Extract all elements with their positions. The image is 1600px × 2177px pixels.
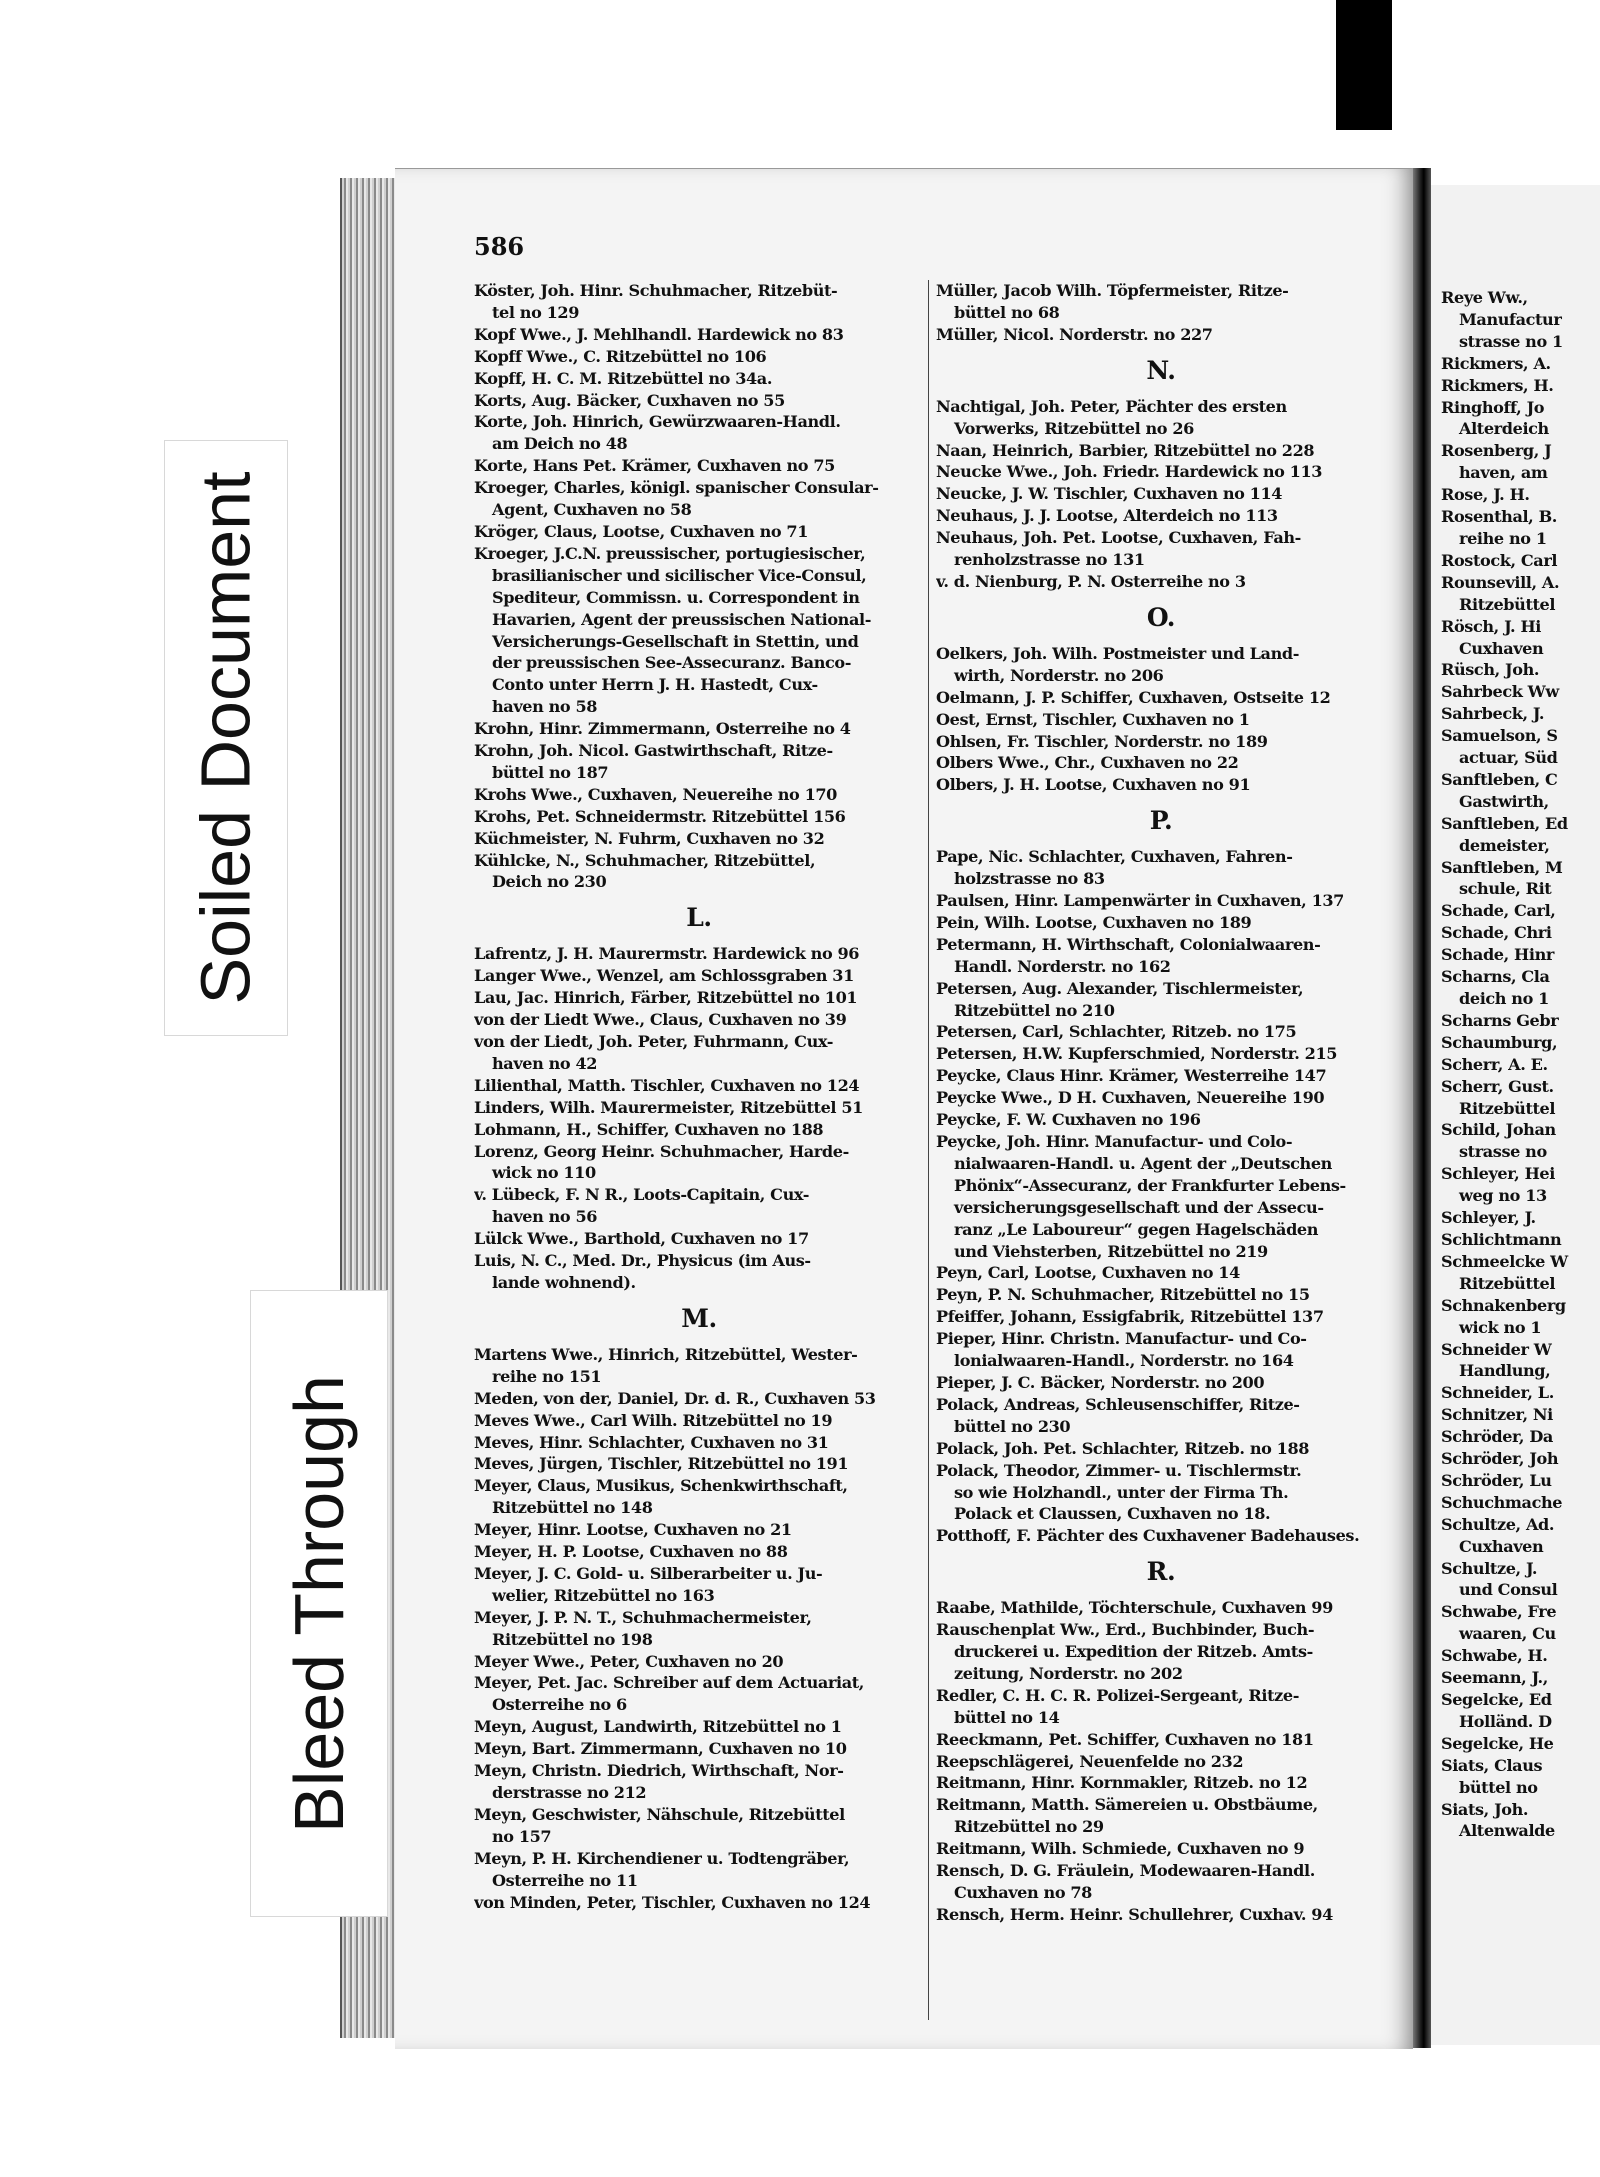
directory-entry: Paulsen, Hinr. Lampenwärter in Cuxhaven, 137 (936, 891, 1344, 911)
entry-continuation: wick no 1 (1459, 1317, 1542, 1337)
entry-continuation: Ritzebüttel (1459, 1098, 1556, 1118)
scan-black-bar (1336, 0, 1392, 130)
directory-entry: Reitmann, Matth. Sämereien u. Obstbäume, (936, 1795, 1318, 1815)
directory-entry: Krohn, Joh. Nicol. Gastwirthschaft, Ritze- (474, 741, 833, 761)
directory-entry: Sanftleben, M (1441, 857, 1563, 877)
directory-entry: Köster, Joh. Hinr. Schuhmacher, Ritzebüt- (474, 281, 838, 300)
entry-continuation: reihe no 1 (1459, 528, 1547, 548)
directory-entry: Meyn, August, Landwirth, Ritzebüttel no 1 (474, 1717, 842, 1737)
directory-entry: Pieper, J. C. Bäcker, Norderstr. no 200 (936, 1372, 1265, 1392)
entry-continuation: am Deich no 48 (492, 434, 628, 454)
directory-entry: Meyn, Christn. Diedrich, Wirthschaft, Nor- (474, 1761, 844, 1781)
directory-entry: Scherr, A. E. (1441, 1054, 1548, 1074)
entry-continuation: haven no 42 (492, 1053, 598, 1073)
entry-continuation: lonialwaaren-Handl., Norderstr. no 164 (954, 1351, 1294, 1371)
entry-continuation: brasilianischer und sicilischer Vice-Consul, (492, 565, 867, 585)
directory-entry: Pfeiffer, Johann, Essigfabrik, Ritzebüttel 137 (936, 1307, 1324, 1327)
entry-continuation: Spediteur, Commissn. u. Correspondent in (492, 587, 860, 607)
column-divider (928, 280, 929, 2020)
directory-entry: Schade, Chri (1441, 923, 1552, 943)
directory-entry: Polack, Theodor, Zimmer- u. Tischlermstr. (936, 1460, 1302, 1480)
directory-entry: Kühlcke, N., Schuhmacher, Ritzebüttel, (474, 850, 816, 870)
entry-continuation: actuar, Süd (1459, 748, 1558, 768)
facing-page (1431, 185, 1600, 2045)
directory-entry: Oelmann, J. P. Schiffer, Cuxhaven, Ostseite 12 (936, 687, 1331, 707)
entry-continuation: Alterdeich (1459, 419, 1549, 439)
directory-entry: Scherr, Gust. (1441, 1076, 1554, 1096)
directory-entry: Meyer, J. C. Gold- u. Silberarbeiter u. Ju- (474, 1563, 823, 1583)
directory-entry: Rensch, Herm. Heinr. Schullehrer, Cuxhav. 94 (936, 1904, 1333, 1924)
directory-entry: Schlichtmann (1441, 1229, 1562, 1249)
directory-entry: Reye Ww., (1441, 288, 1528, 307)
entry-continuation: Osterreihe no 11 (492, 1870, 638, 1890)
entry-continuation: Ritzebüttel (1459, 594, 1556, 614)
directory-entry: Rose, J. H. (1441, 485, 1530, 505)
entry-continuation: Deich no 230 (492, 872, 607, 892)
directory-entry: von der Liedt Wwe., Claus, Cuxhaven no 39 (474, 1010, 847, 1030)
directory-entry: Meves, Jürgen, Tischler, Ritzebüttel no 191 (474, 1454, 849, 1474)
directory-entry: Meyer, J. P. N. T., Schuhmachermeister, (474, 1607, 812, 1627)
entry-continuation: weg no 13 (1459, 1186, 1547, 1206)
entry-continuation: Havarien, Agent der preussischen National- (492, 609, 871, 629)
entry-continuation: Versicherungs-Gesellschaft in Stettin, und (492, 631, 859, 651)
directory-entry: Langer Wwe., Wenzel, am Schlossgraben 31 (474, 966, 854, 986)
directory-entry: Olbers, J. H. Lootse, Cuxhaven no 91 (936, 775, 1251, 795)
directory-entry: Lilienthal, Matth. Tischler, Cuxhaven no 124 (474, 1075, 860, 1095)
directory-entry: Meden, von der, Daniel, Dr. d. R., Cuxhaven 53 (474, 1388, 876, 1408)
directory-entry: Potthoff, F. Pächter des Cuxhavener Badehauses. (936, 1526, 1360, 1546)
directory-entry: Rösch, J. Hi (1441, 616, 1541, 636)
entry-continuation: ranz „Le Laboureur“ gegen Hagelschäden (954, 1219, 1319, 1239)
entry-continuation: büttel no (1459, 1777, 1538, 1797)
directory-entry: Kopff Wwe., C. Ritzebüttel no 106 (474, 346, 767, 366)
directory-entry: Samuelson, S (1441, 726, 1558, 746)
directory-entry: von Minden, Peter, Tischler, Cuxhaven no 124 (474, 1892, 871, 1912)
entry-continuation: reihe no 151 (492, 1366, 602, 1386)
entry-continuation: Cuxhaven (1459, 638, 1544, 658)
directory-entry: Korts, Aug. Bäcker, Cuxhaven no 55 (474, 390, 785, 410)
directory-entry: Scharns Gebr (1441, 1010, 1559, 1030)
directory-entry: Schnakenberg (1441, 1295, 1566, 1315)
directory-entry: Meves Wwe., Carl Wilh. Ritzebüttel no 19 (474, 1410, 833, 1430)
directory-entry: Pieper, Hinr. Christn. Manufactur- und Co- (936, 1329, 1307, 1349)
entry-continuation: Cuxhaven no 78 (954, 1883, 1092, 1902)
directory-entry: Lafrentz, J. H. Maurermstr. Hardewick no 96 (474, 944, 860, 964)
section-heading: P. (1149, 806, 1173, 836)
directory-entry: Peycke, Claus Hinr. Krämer, Westerreihe 147 (936, 1066, 1327, 1086)
directory-entry: Siats, Joh. (1441, 1799, 1529, 1819)
section-heading: O. (1146, 602, 1176, 632)
entry-continuation: und Consul (1459, 1580, 1558, 1600)
entry-continuation: Ritzebüttel (1459, 1273, 1556, 1293)
directory-entry: Reepschlägerei, Neuenfelde no 232 (936, 1751, 1244, 1771)
directory-entry: Scharns, Cla (1441, 967, 1550, 987)
directory-entry: Kroeger, J.C.N. preussischer, portugiesischer, (474, 543, 866, 563)
page-number: 586 (474, 232, 525, 261)
section-heading: N. (1146, 355, 1176, 385)
directory-entry: Rauschenplat Ww., Erd., Buchbinder, Buch- (936, 1620, 1315, 1640)
entry-continuation: Ritzebüttel no 210 (954, 1000, 1115, 1020)
directory-entry: Rosenthal, B. (1441, 507, 1557, 527)
directory-entry: Rounsevill, A. (1441, 572, 1560, 592)
entry-continuation: no 157 (492, 1826, 552, 1846)
directory-entry: Reitmann, Hinr. Kornmakler, Ritzeb. no 12 (936, 1773, 1308, 1793)
entry-continuation: Osterreihe no 6 (492, 1695, 627, 1715)
directory-entry: Schröder, Da (1441, 1427, 1553, 1447)
directory-entry: Müller, Jacob Wilh. Töpfermeister, Ritze- (936, 281, 1289, 300)
directory-entry: Ohlsen, Fr. Tischler, Norderstr. no 189 (936, 731, 1268, 751)
entry-continuation: zeitung, Norderstr. no 202 (954, 1663, 1183, 1683)
directory-entry: Meyer Wwe., Peter, Cuxhaven no 20 (474, 1651, 784, 1671)
directory-entry: Reitmann, Wilh. Schmiede, Cuxhaven no 9 (936, 1839, 1305, 1859)
directory-entry: Martens Wwe., Hinrich, Ritzebüttel, Wester- (474, 1344, 858, 1364)
directory-entry: Neucke, J. W. Tischler, Cuxhaven no 114 (936, 484, 1283, 504)
entry-continuation: wirth, Norderstr. no 206 (954, 665, 1164, 685)
directory-entry: Neucke Wwe., Joh. Friedr. Hardewick no 113 (936, 462, 1323, 482)
directory-entry: Rickmers, A. (1441, 353, 1551, 373)
entry-continuation: welier, Ritzebüttel no 163 (492, 1585, 715, 1605)
left-column (474, 280, 924, 1913)
directory-entry: Oest, Ernst, Tischler, Cuxhaven no 1 (936, 709, 1250, 729)
directory-entry: Rosenberg, J (1441, 441, 1552, 461)
entry-continuation: tel no 129 (492, 302, 580, 322)
directory-entry: Schnitzer, Ni (1441, 1405, 1553, 1425)
directory-entry: Korte, Hans Pet. Krämer, Cuxhaven no 75 (474, 456, 835, 476)
directory-entry: Schwabe, H. (1441, 1646, 1548, 1666)
entry-continuation: wick no 110 (492, 1163, 596, 1183)
bleed-through-label-text: Bleed Through (280, 1374, 359, 1833)
directory-entry: Peycke Wwe., D H. Cuxhaven, Neuereihe 190 (936, 1088, 1325, 1108)
directory-entry: Schuchmache (1441, 1492, 1563, 1512)
entry-continuation: und Viehsterben, Ritzebüttel no 219 (954, 1241, 1268, 1261)
directory-entry: von der Liedt, Joh. Peter, Fuhrmann, Cux- (474, 1032, 834, 1051)
directory-entry: Pein, Wilh. Lootse, Cuxhaven no 189 (936, 912, 1252, 932)
soiled-document-label (164, 440, 288, 1036)
directory-entry: Rüsch, Joh. (1441, 660, 1540, 680)
directory-entry: Sahrbeck, J. (1441, 704, 1545, 724)
directory-entry: Lorenz, Georg Heinr. Schuhmacher, Harde- (474, 1141, 849, 1161)
directory-entry: Petersen, Aug. Alexander, Tischlermeister, (936, 978, 1304, 998)
directory-entry: Meyer, Claus, Musikus, Schenkwirthschaft, (474, 1476, 848, 1496)
directory-entry: Schild, Johan (1441, 1120, 1556, 1140)
directory-entry: Polack, Andreas, Schleusenschiffer, Ritze- (936, 1394, 1300, 1414)
facing-page-column (1441, 287, 1600, 1842)
entry-continuation: haven no 58 (492, 697, 598, 717)
directory-entry: Lau, Jac. Hinrich, Färber, Ritzebüttel no 101 (474, 988, 858, 1008)
directory-entry: Sanftleben, C (1441, 769, 1558, 789)
entry-continuation: Vorwerks, Ritzebüttel no 26 (954, 418, 1194, 438)
directory-entry: Schleyer, J. (1441, 1208, 1536, 1228)
directory-entry: Lülck Wwe., Barthold, Cuxhaven no 17 (474, 1229, 809, 1249)
directory-entry: Meyer, Pet. Jac. Schreiber auf dem Actuariat, (474, 1673, 864, 1693)
entry-continuation: Ritzebüttel no 198 (492, 1629, 653, 1649)
entry-continuation: demeister, (1459, 835, 1550, 855)
entry-continuation: deich no 1 (1459, 989, 1549, 1008)
directory-entry: Peycke, F. W. Cuxhaven no 196 (936, 1110, 1201, 1130)
directory-entry: Schwabe, Fre (1441, 1602, 1557, 1622)
soiled-document-label-text: Soiled Document (187, 471, 266, 1005)
directory-entry: Meyer, Hinr. Lootse, Cuxhaven no 21 (474, 1520, 792, 1540)
entry-continuation: Handlung, (1459, 1361, 1551, 1381)
directory-entry: Krohs Wwe., Cuxhaven, Neuereihe no 170 (474, 784, 837, 804)
directory-entry: Seemann, J., (1441, 1668, 1548, 1688)
directory-entry: Kopff, H. C. M. Ritzebüttel no 34a. (474, 368, 773, 388)
entry-continuation: Ritzebüttel no 148 (492, 1498, 653, 1518)
directory-entry: Peyn, Carl, Lootse, Cuxhaven no 14 (936, 1263, 1240, 1283)
entry-continuation: Manufactur (1459, 309, 1562, 329)
directory-entry: v. d. Nienburg, P. N. Osterreihe no 3 (936, 571, 1246, 591)
directory-entry: Petersen, Carl, Schlachter, Ritzeb. no 175 (936, 1022, 1297, 1042)
directory-entry: Kopf Wwe., J. Mehlhandl. Hardewick no 83 (474, 324, 844, 344)
directory-entry: Petersen, H.W. Kupferschmied, Norderstr. 215 (936, 1044, 1338, 1064)
directory-entry: Peyn, P. N. Schuhmacher, Ritzebüttel no 15 (936, 1285, 1310, 1305)
entry-continuation: büttel no 187 (492, 762, 609, 782)
directory-entry: Krohn, Hinr. Zimmermann, Osterreihe no 4 (474, 719, 851, 739)
entry-continuation: renholzstrasse no 131 (954, 550, 1145, 570)
directory-entry: Oelkers, Joh. Wilh. Postmeister und Land- (936, 643, 1300, 663)
directory-entry: Rostock, Carl (1441, 550, 1558, 570)
directory-entry: Schultze, J. (1441, 1558, 1538, 1578)
directory-entry: Pape, Nic. Schlachter, Cuxhaven, Fahren- (936, 847, 1293, 867)
directory-entry: Schröder, Lu (1441, 1470, 1552, 1490)
entry-continuation: Conto unter Herrn J. H. Hastedt, Cux- (492, 675, 818, 695)
directory-entry: Schneider W (1441, 1339, 1552, 1359)
directory-entry: Ringhoff, Jo (1441, 397, 1545, 417)
entry-continuation: schule, Rit (1459, 879, 1552, 899)
directory-entry: Linders, Wilh. Maurermeister, Ritzebüttel 51 (474, 1097, 863, 1117)
directory-entry: v. Lübeck, F. N R., Loots-Capitain, Cux- (474, 1185, 810, 1205)
directory-entry: Petermann, H. Wirthschaft, Colonialwaaren- (936, 934, 1321, 954)
directory-entry: Olbers Wwe., Chr., Cuxhaven no 22 (936, 753, 1239, 773)
directory-entry: Schultze, Ad. (1441, 1514, 1555, 1534)
directory-entry: Neuhaus, J. J. Lootse, Alterdeich no 113 (936, 506, 1278, 526)
directory-entry: Segelcke, He (1441, 1733, 1554, 1753)
entry-continuation: lande wohnend). (492, 1272, 636, 1292)
directory-entry: Luis, N. C., Med. Dr., Physicus (im Aus- (474, 1251, 811, 1271)
directory-entry: Lohmann, H., Schiffer, Cuxhaven no 188 (474, 1119, 824, 1139)
directory-entry: Meyer, H. P. Lootse, Cuxhaven no 88 (474, 1542, 788, 1562)
entry-continuation: strasse no 1 (1459, 331, 1563, 351)
directory-entry: Neuhaus, Joh. Pet. Lootse, Cuxhaven, Fah- (936, 528, 1301, 548)
section-heading: M. (681, 1303, 717, 1333)
directory-entry: Reeckmann, Pet. Schiffer, Cuxhaven no 181 (936, 1729, 1314, 1749)
directory-entry: Schleyer, Hei (1441, 1164, 1555, 1184)
entry-continuation: Agent, Cuxhaven no 58 (492, 500, 692, 520)
directory-entry: Kröger, Claus, Lootse, Cuxhaven no 71 (474, 521, 809, 541)
directory-entry: Sahrbeck Ww (1441, 682, 1559, 702)
entry-continuation: büttel no 14 (954, 1707, 1060, 1727)
directory-entry: Schade, Hinr (1441, 945, 1554, 965)
directory-entry: Schneider, L. (1441, 1383, 1554, 1403)
directory-entry: Meyn, Geschwister, Nähschule, Ritzebüttel (474, 1804, 845, 1824)
directory-entry: Nachtigal, Joh. Peter, Pächter des ersten (936, 396, 1287, 416)
middle-column (936, 280, 1386, 1926)
directory-entry: Naan, Heinrich, Barbier, Ritzebüttel no 228 (936, 440, 1315, 460)
entry-continuation: druckerei u. Expedition der Ritzeb. Amts- (954, 1642, 1313, 1662)
bleed-through-label (250, 1290, 388, 1917)
entry-continuation: derstrasse no 212 (492, 1783, 647, 1802)
section-heading: L. (686, 903, 712, 933)
entry-continuation: Polack et Claussen, Cuxhaven no 18. (954, 1504, 1271, 1524)
directory-entry: Küchmeister, N. Fuhrm, Cuxhaven no 32 (474, 828, 825, 848)
directory-entry: Korte, Joh. Hinrich, Gewürzwaaren-Handl. (474, 412, 841, 432)
entry-continuation: haven no 56 (492, 1207, 598, 1227)
directory-entry: Schröder, Joh (1441, 1449, 1559, 1469)
directory-entry: Müller, Nicol. Norderstr. no 227 (936, 324, 1213, 344)
entry-continuation: haven, am (1459, 463, 1548, 483)
directory-entry: Sanftleben, Ed (1441, 813, 1568, 833)
directory-entry: Peycke, Joh. Hinr. Manufactur- und Colo- (936, 1132, 1293, 1151)
entry-continuation: Holländ. D (1459, 1711, 1552, 1731)
directory-entry: Schaumburg, (1441, 1032, 1558, 1052)
entry-continuation: Altenwalde (1459, 1821, 1555, 1841)
directory-entry: Krohs, Pet. Schneidermstr. Ritzebüttel 156 (474, 806, 846, 826)
directory-entry: Redler, C. H. C. R. Polizei-Sergeant, Ritze- (936, 1685, 1299, 1705)
section-heading: R. (1146, 1557, 1176, 1587)
entry-continuation: der preussischen See-Assecuranz. Banco- (492, 653, 852, 673)
entry-continuation: strasse no (1459, 1142, 1547, 1162)
entry-continuation: holzstrasse no 83 (954, 869, 1105, 889)
directory-entry: Siats, Claus (1441, 1755, 1543, 1775)
directory-entry: Meyn, Bart. Zimmermann, Cuxhaven no 10 (474, 1739, 847, 1759)
directory-entry: Segelcke, Ed (1441, 1690, 1552, 1709)
entry-continuation: Handl. Norderstr. no 162 (954, 956, 1171, 976)
directory-entry: Meyn, P. H. Kirchendiener u. Todtengräber, (474, 1848, 850, 1868)
directory-entry: Rickmers, H. (1441, 375, 1554, 395)
directory-entry: Raabe, Mathilde, Töchterschule, Cuxhaven 99 (936, 1598, 1333, 1618)
entry-continuation: so wie Holzhandl., unter der Firma Th. (954, 1482, 1289, 1502)
entry-continuation: nialwaaren-Handl. u. Agent der „Deutschen (954, 1153, 1332, 1173)
entry-continuation: büttel no 68 (954, 302, 1060, 322)
entry-continuation: Ritzebüttel no 29 (954, 1817, 1104, 1837)
entry-continuation: Cuxhaven (1459, 1536, 1544, 1556)
directory-entry: Schade, Carl, (1441, 901, 1556, 921)
directory-entry: Meves, Hinr. Schlachter, Cuxhaven no 31 (474, 1432, 829, 1452)
entry-continuation: versicherungsgesellschaft und der Assecu- (954, 1197, 1324, 1217)
entry-continuation: Gastwirth, (1459, 791, 1549, 811)
book-gutter (1413, 168, 1431, 2048)
directory-entry: Rensch, D. G. Fräulein, Modewaaren-Handl. (936, 1861, 1315, 1881)
directory-entry: Schmeelcke W (1441, 1251, 1568, 1271)
directory-entry: Polack, Joh. Pet. Schlachter, Ritzeb. no 188 (936, 1438, 1310, 1458)
entry-continuation: büttel no 230 (954, 1416, 1071, 1436)
entry-continuation: Phönix“-Assecuranz, der Frankfurter Lebens- (954, 1175, 1346, 1195)
entry-continuation: waaren, Cu (1459, 1624, 1556, 1644)
directory-entry: Kroeger, Charles, königl. spanischer Consular- (474, 478, 879, 498)
